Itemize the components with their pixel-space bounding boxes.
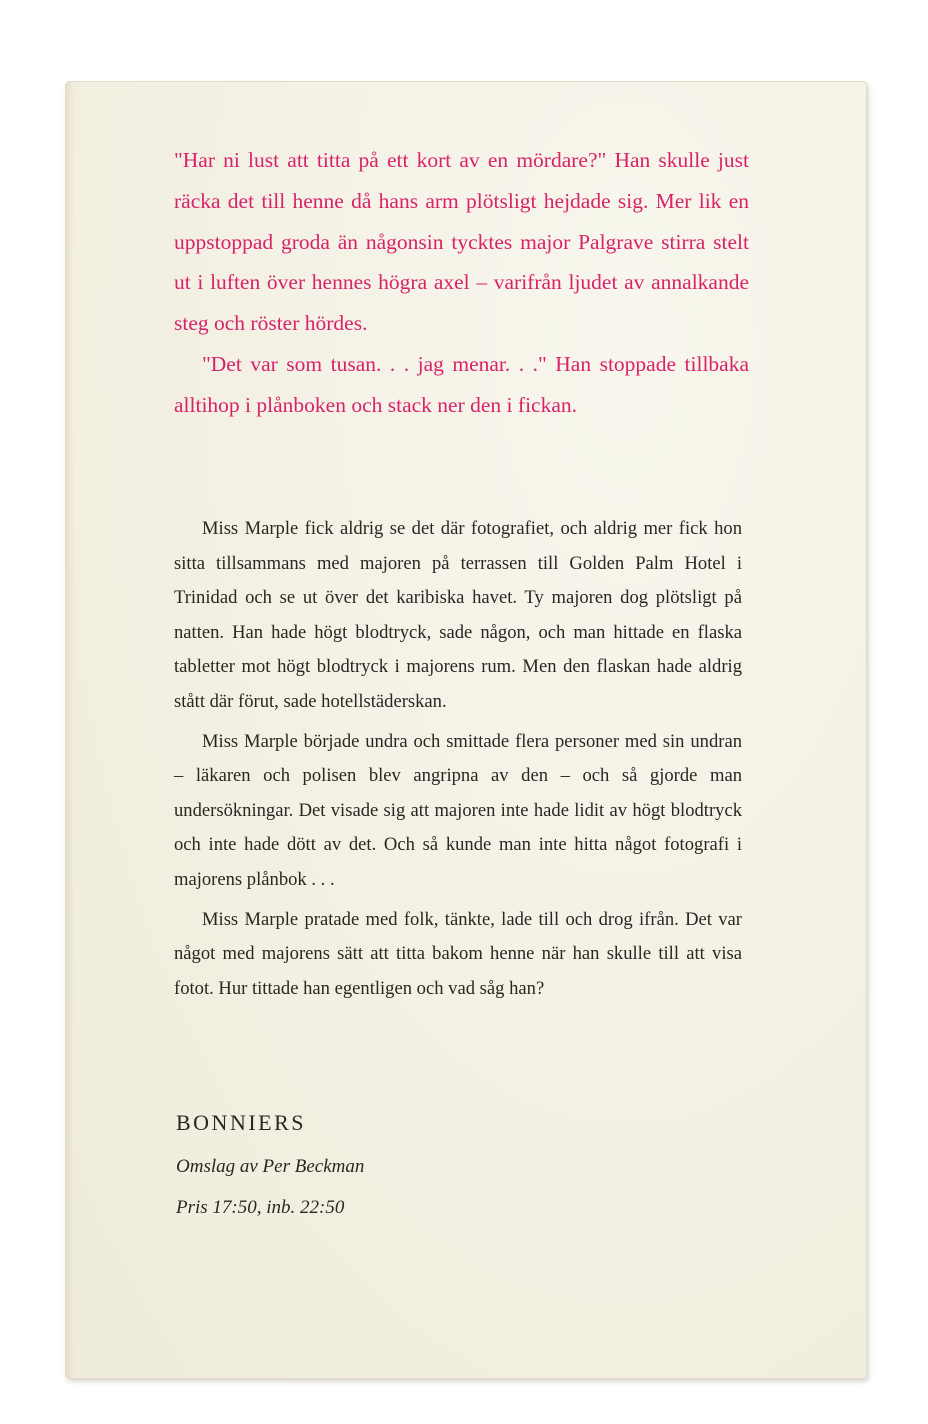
teaser-paragraph-2: "Det var som tusan. . . jag menar. . ." Han stoppade tillbaka alltihop i plånboken och stack ner den i fickan. (174, 351, 749, 417)
publisher-name: BONNIERS (176, 1110, 307, 1135)
teaser-quote (174, 140, 749, 426)
teaser-paragraph-1: "Har ni lust att titta på ett kort av en mördare?" Han skulle just räcka det till henne då hans arm plötsligt hejdade sig. Mer lik en uppstoppad groda än någonsin tycktes major Palgrave stirra stelt ut i luften över hennes högra axel – varifrån ljudet av annalkande steg och röster hördes. (174, 148, 749, 336)
price-line: Pris 17:50, inb. 22:50 (176, 1197, 345, 1218)
book-back-cover (66, 82, 866, 1378)
cover-edge (66, 82, 74, 1378)
synopsis (174, 512, 742, 1011)
synopsis-paragraph-3: Miss Marple pratade med folk, tänkte, lade till och drog ifrån. Det var något med majorens sätt att titta bakom henne när han skulle till att visa fotot. Hur tittade han egentligen och vad såg han? (174, 908, 742, 999)
synopsis-paragraph-1: Miss Marple fick aldrig se det där fotografiet, och aldrig mer fick hon sitta tillsammans med majoren på terrassen till Golden Palm Hotel i Trinidad och se ut över det karibiska havet. Ty majoren dog plötsligt på natten. Han hade högt blodtryck, sade någon, och man hittade en flaska tabletter mot högt blodtryck i majorens rum. Men den flaskan hade aldrig stått där förut, sade hotellstäderskan. (174, 518, 742, 712)
synopsis-paragraph-2: Miss Marple började undra och smittade flera personer med sin undran – läkaren och polisen blev angripna av den – och så gjorde man undersökningar. Det visade sig att majoren inte hade lidit av högt blodtryck och inte hade dött av det. Och så kunde man inte hitta något fotografi i majorens plånbok . . . (174, 730, 742, 890)
cover-credit: Omslag av Per Beckman (176, 1156, 365, 1177)
